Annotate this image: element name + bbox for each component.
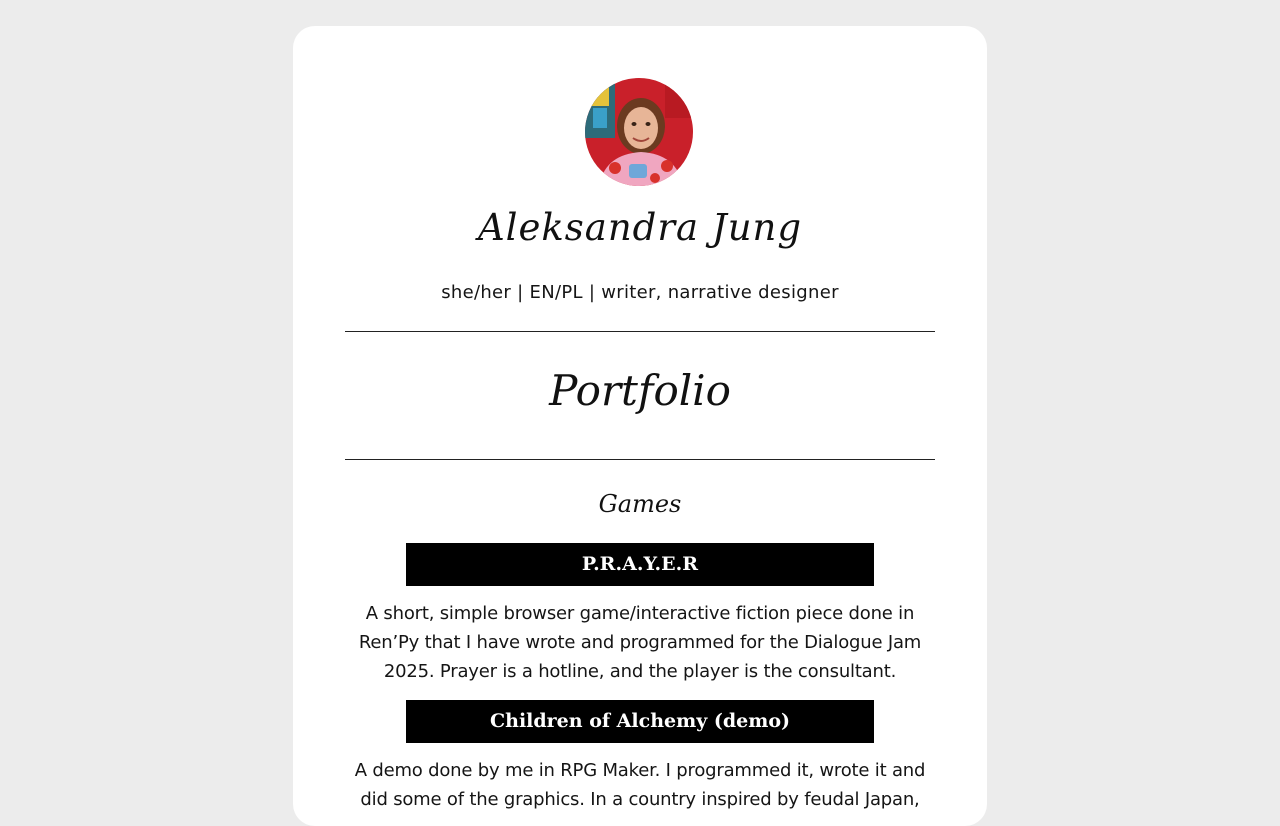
game-description-prayer: A short, simple browser game/interactive fiction piece done in Ren’Py that I have wrote and programmed for the Dialogue Jam 2025. Prayer is a hotline, and the player is the consultant. xyxy=(358,603,922,682)
portfolio-title: Portfolio xyxy=(549,366,731,415)
game-link-children-of-alchemy[interactable]: Children of Alchemy (demo) xyxy=(406,700,874,743)
game-link-prayer[interactable]: P.R.A.Y.E.R xyxy=(406,543,874,586)
divider-top xyxy=(345,331,935,332)
avatar-photo xyxy=(585,78,693,186)
profile-name: Aleksandra Jung xyxy=(477,206,803,249)
profile-card xyxy=(293,26,987,826)
profile-tagline: she/her | EN/PL | writer, narrative designer xyxy=(441,282,839,303)
games-heading: Games xyxy=(598,490,682,518)
avatar xyxy=(585,78,693,186)
divider-bottom xyxy=(345,459,935,460)
game-description-children-of-alchemy: A demo done by me in RPG Maker. I programmed it, wrote it and did some of the graphics. In a country inspired by feudal Japan, xyxy=(354,760,926,810)
